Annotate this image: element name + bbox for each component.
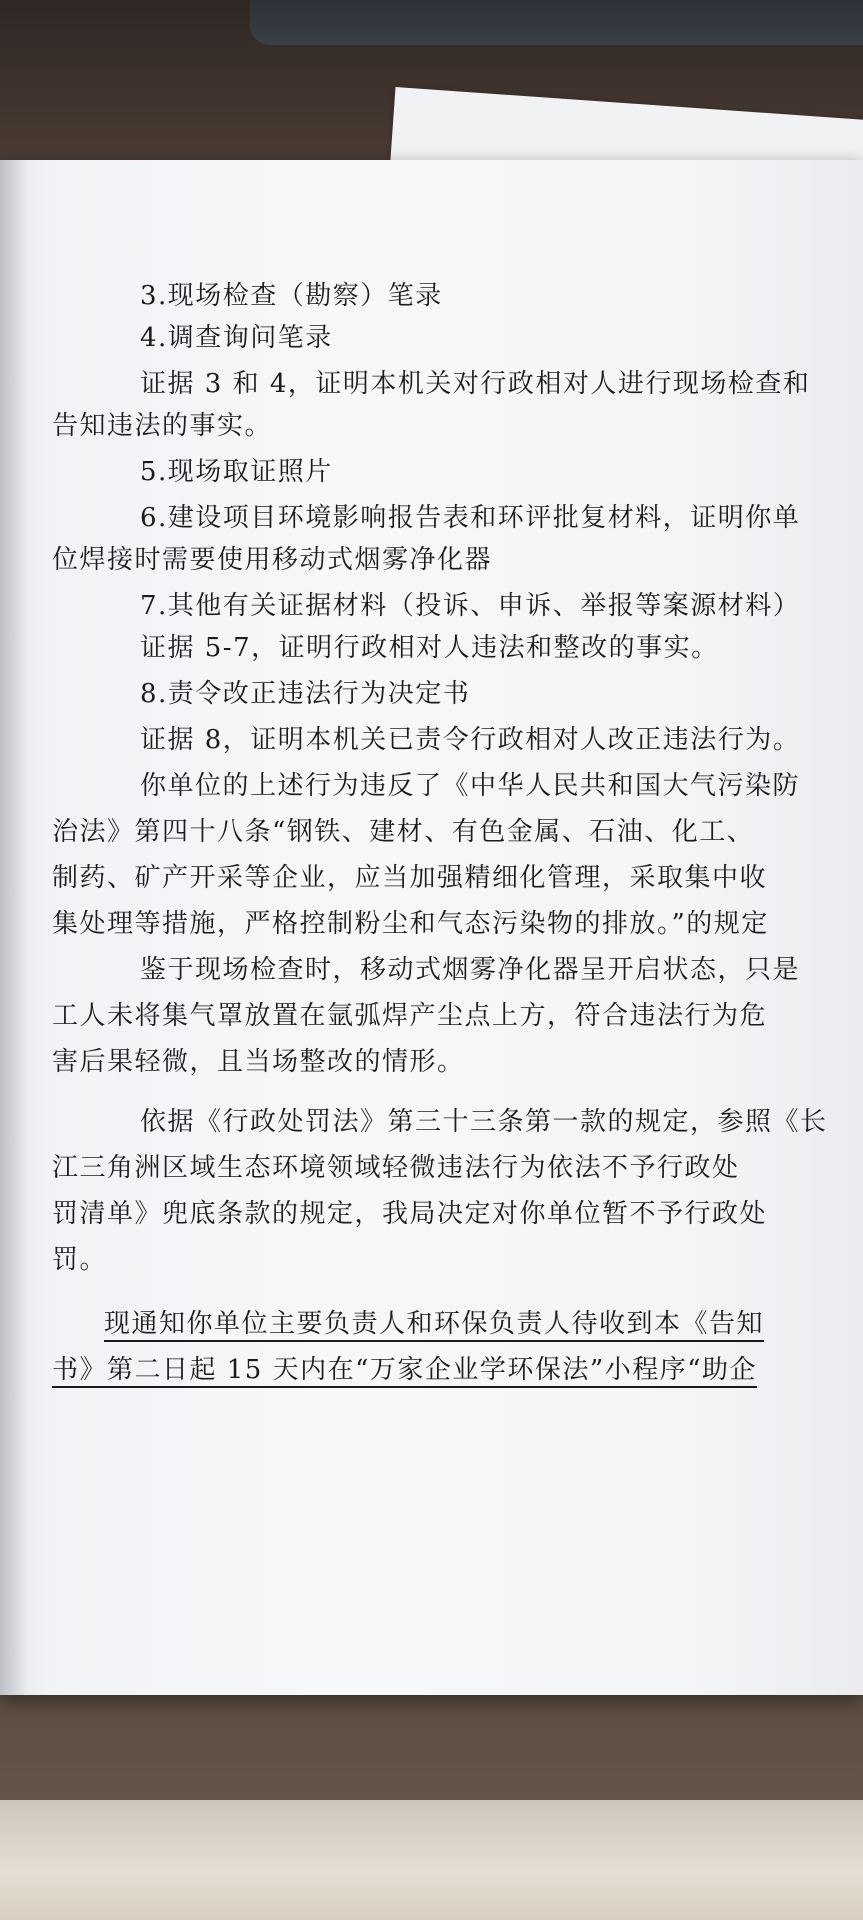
doc-line-17: 工人未将集气罩放置在氩弧焊产尘点上方，符合违法行为危 bbox=[52, 1001, 768, 1031]
doc-line-6: 6.建设项目环境影响报告表和环评批复材料，证明你单 bbox=[140, 503, 801, 533]
doc-line-20: 江三角洲区域生态环境领域轻微违法行为依法不予行政处 bbox=[52, 1153, 740, 1183]
doc-line-8: 7.其他有关证据材料（投诉、申诉、举报等案源材料） bbox=[140, 591, 801, 621]
document-body bbox=[52, 275, 828, 1391]
doc-line-24: 书》第二日起 15 天内在“万家企业学环保法”小程序“助企 bbox=[52, 1355, 757, 1385]
doc-line-22: 罚。 bbox=[52, 1245, 108, 1275]
doc-line-13: 治法》第四十八条“钢铁、建材、有色金属、石油、化工、 bbox=[52, 817, 755, 847]
doc-line-16: 鉴于现场检查时，移动式烟雾净化器呈开启状态，只是 bbox=[140, 955, 801, 985]
doc-line-5: 5.现场取证照片 bbox=[140, 457, 333, 487]
fabric-background bbox=[0, 1800, 863, 1920]
doc-line-14: 制药、矿产开采等企业，应当加强精细化管理，采取集中收 bbox=[52, 863, 768, 893]
page-edge-shadow bbox=[0, 160, 28, 1695]
doc-line-11: 证据 8，证明本机关已责令行政相对人改正违法行为。 bbox=[140, 725, 801, 755]
doc-line-19: 依据《行政处罚法》第三十三条第一款的规定，参照《长 bbox=[140, 1107, 828, 1137]
doc-line-23: 现通知你单位主要负责人和环保负责人待收到本《告知 bbox=[104, 1309, 765, 1339]
doc-line-18: 害后果轻微，且当场整改的情形。 bbox=[52, 1047, 465, 1077]
keyboard bbox=[250, 0, 863, 45]
doc-line-1: 3.现场检查（勘察）笔录 bbox=[140, 281, 443, 311]
doc-line-3: 证据 3 和 4，证明本机关对行政相对人进行现场检查和 bbox=[140, 369, 811, 399]
doc-line-12: 你单位的上述行为违反了《中华人民共和国大气污染防 bbox=[140, 771, 801, 801]
doc-line-21: 罚清单》兜底条款的规定，我局决定对你单位暂不予行政处 bbox=[52, 1199, 768, 1229]
doc-line-7: 位焊接时需要使用移动式烟雾净化器 bbox=[52, 545, 493, 575]
doc-line-9: 证据 5-7，证明行政相对人违法和整改的事实。 bbox=[140, 633, 719, 663]
doc-line-10: 8.责令改正违法行为决定书 bbox=[140, 679, 471, 709]
doc-line-15: 集处理等措施，严格控制粉尘和气态污染物的排放。”的规定 bbox=[52, 909, 769, 939]
doc-line-4: 告知违法的事实。 bbox=[52, 411, 273, 441]
doc-line-2: 4.调查询问笔录 bbox=[140, 323, 333, 353]
